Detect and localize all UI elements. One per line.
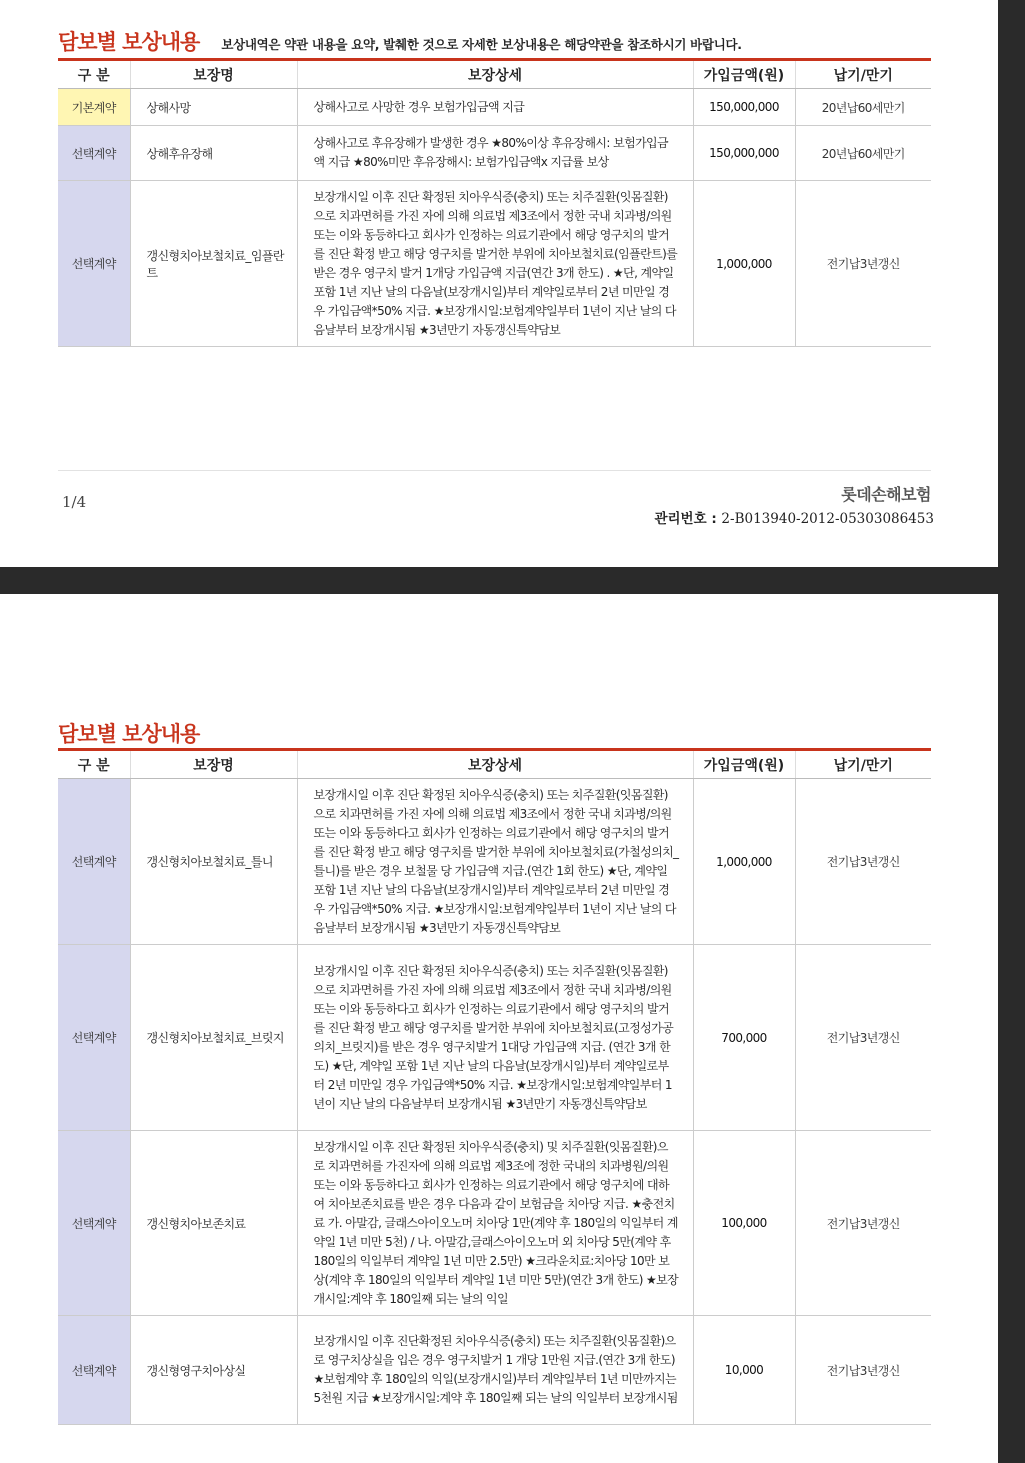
coverage-name: 갱신형영구치아상실 bbox=[130, 1316, 297, 1425]
document-page-1 bbox=[0, 0, 998, 567]
table-header-row bbox=[58, 60, 931, 89]
table-row bbox=[58, 1316, 931, 1425]
section-title: 담보별 보상내용 bbox=[58, 29, 200, 54]
coverage-amount: 1,000,000 bbox=[693, 181, 795, 347]
header-term: 납기/만기 bbox=[795, 750, 931, 779]
coverage-name: 갱신형치아보철치료_브릿지 bbox=[130, 945, 297, 1131]
table-row bbox=[58, 181, 931, 347]
coverage-name: 갱신형치아보존치료 bbox=[130, 1131, 297, 1316]
coverage-amount: 150,000,000 bbox=[693, 89, 795, 126]
coverage-detail: 상해사고로 후유장해가 발생한 경우 ★80%이상 후유장해시: 보험가입금액 지급 ★80%미만 후유장해시: 보험가입금액x 지급률 보상 bbox=[297, 126, 693, 181]
coverage-amount: 10,000 bbox=[693, 1316, 795, 1425]
table-row bbox=[58, 945, 931, 1131]
section-header bbox=[58, 26, 742, 56]
coverage-table bbox=[58, 58, 931, 347]
coverage-detail: 보장개시일 이후 진단 확정된 치아우식증(충치) 또는 치주질환(잇몸질환)으로 치과면허를 가진 자에 의해 의료법 제3조에서 정한 국내 치과병/의원 또는 이와 동등하다고 회사가 인정하는 의료기관에서 해당 영구치의 발거를 진단 확정 받고 해당 영구치를 발거한 부위에 치아보철치료(고정성가공의치_브릿지)를 받은 경우 영구치발거 1대당 가입금액 지급. (연간 3개 한도) ★단, 계약일 포함 1년 지난 날의 다음날(보장개시일)부터 계약일로부터 2년 미만일 경우 가입금액*50% 지급. ★보장개시일:보험계약일부터 1년이 지난 날의 다음날부터 보장개시됨 ★3년만기 자동갱신특약담보 bbox=[297, 945, 693, 1131]
coverage-name: 상해사망 bbox=[130, 89, 297, 126]
coverage-amount: 150,000,000 bbox=[693, 126, 795, 181]
header-category: 구 분 bbox=[58, 60, 130, 89]
coverage-term: 전기납3년갱신 bbox=[795, 945, 931, 1131]
category-cell: 선택계약 bbox=[58, 945, 130, 1131]
header-term: 납기/만기 bbox=[795, 60, 931, 89]
header-category: 구 분 bbox=[58, 750, 130, 779]
table-row bbox=[58, 89, 931, 126]
coverage-term: 20년납60세만기 bbox=[795, 126, 931, 181]
coverage-detail: 보장개시일 이후 진단확정된 치아우식증(충치) 또는 치주질환(잇몸질환)으로 영구치상실을 입은 경우 영구치발거 1 개당 1만원 지급.(연간 3개 한도) ★보험계약 후 180일의 익일(보장개시일)부터 계약일부터 1년 미만까지는 5천원 지급 ★보장개시일:계약 후 180일째 되는 날의 익일부터 보장개시됨 bbox=[297, 1316, 693, 1425]
coverage-detail: 보장개시일 이후 진단 확정된 치아우식증(충치) 및 치주질환(잇몸질환)으로 치과면허를 가진자에 의해 의료법 제3조에 정한 국내의 치과병원/의원 또는 이와 동등하다고 회사가 인정하는 의료기관에서 해당 영구치에 대하여 치아보존치료를 받은 경우 다음과 같이 보험금을 치아당 지급. ★충전치료 가. 아말감, 글래스아이오노머 치아당 1만(계약 후 180일의 익일부터 계약일 1년 미만 5천) / 나. 아말감,글래스아이오노머 외 치아당 5만(계약 후 180일의 익일부터 계약일 1년 미만 2.5만) ★크라운치료:치아당 10만 보상(계약 후 180일의 익일부터 계약일 1년 미만 5만)(연간 3개 한도) ★보장개시일:계약 후 180일째 되는 날의 익일 bbox=[297, 1131, 693, 1316]
header-amount: 가입금액(원) bbox=[693, 60, 795, 89]
header-name: 보장명 bbox=[130, 750, 297, 779]
header-detail: 보장상세 bbox=[297, 60, 693, 89]
company-name: 롯데손해보험 bbox=[841, 485, 931, 504]
coverage-term: 전기납3년갱신 bbox=[795, 181, 931, 347]
coverage-amount: 1,000,000 bbox=[693, 779, 795, 945]
category-cell: 선택계약 bbox=[58, 1316, 130, 1425]
table-row bbox=[58, 1131, 931, 1316]
coverage-amount: 700,000 bbox=[693, 945, 795, 1131]
category-cell: 선택계약 bbox=[58, 181, 130, 347]
management-number bbox=[654, 507, 934, 527]
coverage-detail: 보장개시일 이후 진단 확정된 치아우식증(충치) 또는 치주질환(잇몸질환)으로 치과면허를 가진 자에 의해 의료법 제3조에서 정한 국내 치과병/의원 또는 이와 동등하다고 회사가 인정하는 의료기관에서 해당 영구치의 발거를 진단 확정 받고 해당 영구치를 발거한 부위에 치아보철치료(가철성의치_틀니)를 받은 경우 보철물 당 가입금액 지급.(연간 1회 한도) ★단, 계약일 포함 1년 지난 날의 다음날(보장개시일)부터 계약일로부터 2년 미만일 경우 가입금액*50% 지급. ★보장개시일:보험계약일부터 1년이 지난 날의 다음날부터 보장개시됨 ★3년만기 자동갱신특약담보 bbox=[297, 779, 693, 945]
management-number-value: 2-B013940-2012-05303086453 bbox=[721, 511, 934, 527]
category-cell: 선택계약 bbox=[58, 779, 130, 945]
header-amount: 가입금액(원) bbox=[693, 750, 795, 779]
document-page-2 bbox=[0, 594, 998, 1463]
coverage-detail: 상해사고로 사망한 경우 보험가입금액 지급 bbox=[297, 89, 693, 126]
coverage-term: 20년납60세만기 bbox=[795, 89, 931, 126]
page-number: 1/4 bbox=[62, 493, 87, 511]
category-cell: 선택계약 bbox=[58, 126, 130, 181]
coverage-term: 전기납3년갱신 bbox=[795, 779, 931, 945]
table-row bbox=[58, 126, 931, 181]
coverage-term: 전기납3년갱신 bbox=[795, 1316, 931, 1425]
coverage-name: 상해후유장해 bbox=[130, 126, 297, 181]
section-title: 담보별 보상내용 bbox=[58, 721, 200, 746]
category-cell: 선택계약 bbox=[58, 1131, 130, 1316]
coverage-detail: 보장개시일 이후 진단 확정된 치아우식증(충치) 또는 치주질환(잇몸질환)으로 치과면허를 가진 자에 의해 의료법 제3조에서 정한 국내 치과병/의원 또는 이와 동등하다고 회사가 인정하는 의료기관에서 해당 영구치의 발거를 진단 확정 받고 해당 영구치를 발거한 부위에 치아보철치료(임플란트)를 받은 경우 영구치 발거 1개당 가입금액 지급(연간 3개 한도) . ★단, 계약일 포함 1년 지난 날의 다음날(보장개시일)부터 계약일로부터 2년 미만일 경우 가입금액*50% 지급. ★보장개시일:보험계약일부터 1년이 지난 날의 다음날부터 보장개시됨 ★3년만기 자동갱신특약담보 bbox=[297, 181, 693, 347]
footer-divider bbox=[58, 470, 931, 471]
coverage-term: 전기납3년갱신 bbox=[795, 1131, 931, 1316]
table-row bbox=[58, 779, 931, 945]
section-note: 보상내역은 약관 내용을 요약, 발췌한 것으로 자세한 보상내용은 해당약관을 참조하시기 바랍니다. bbox=[221, 37, 742, 52]
table-header-row bbox=[58, 750, 931, 779]
category-cell: 기본계약 bbox=[58, 89, 130, 126]
coverage-name: 갱신형치아보철치료_틀니 bbox=[130, 779, 297, 945]
coverage-table bbox=[58, 748, 931, 1425]
management-number-label: 관리번호 : bbox=[654, 511, 722, 527]
header-name: 보장명 bbox=[130, 60, 297, 89]
coverage-amount: 100,000 bbox=[693, 1131, 795, 1316]
coverage-name: 갱신형치아보철치료_임플란트 bbox=[130, 181, 297, 347]
header-detail: 보장상세 bbox=[297, 750, 693, 779]
section-header bbox=[58, 718, 199, 748]
